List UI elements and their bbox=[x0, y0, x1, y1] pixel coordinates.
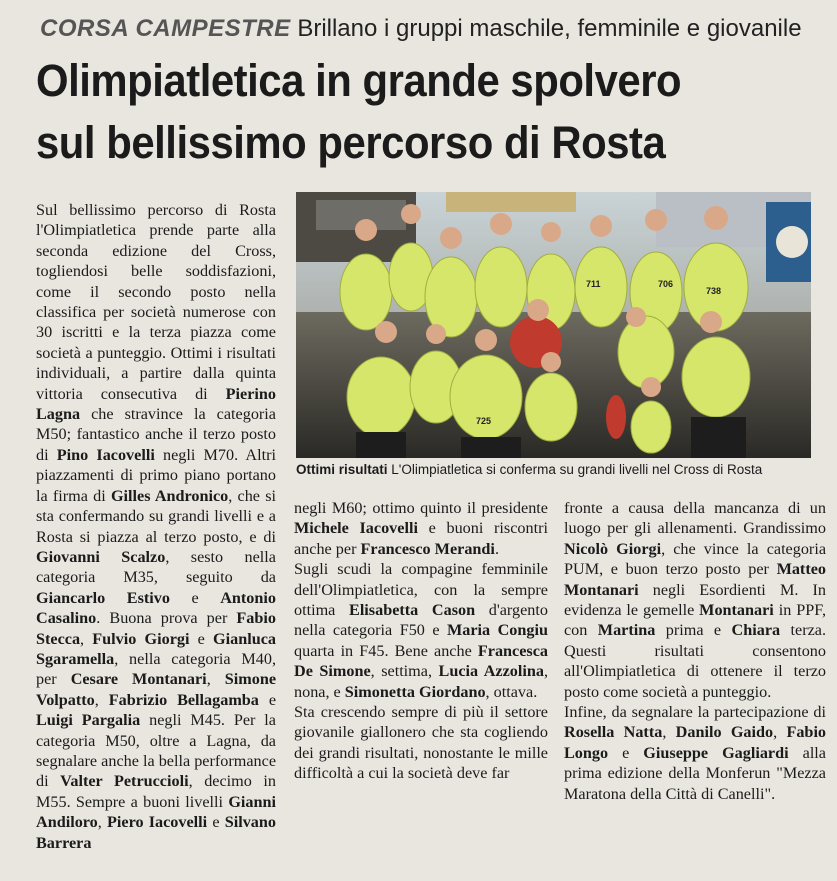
headline-line-2: sul bellissimo percorso di Rosta bbox=[36, 117, 666, 168]
article-paragraph: Sta crescendo sempre di più il settore giovanile giallonero che sta cogliendo dei grandi risultati, nonostante le mille difficoltà a cui la società deve far bbox=[294, 703, 548, 783]
headline-line-1: Olimpiatletica in grande spolvero bbox=[36, 55, 682, 106]
article-paragraph: Sul bellissimo percorso di Rosta l'Olimpiatletica prende parte alla seconda edizione del Cross, togliendosi belle soddisfazioni, come il secondo posto nella classifica per società numerose con 30 iscritti e la terza piazza come società a punteggio. Ottimi i risultati individuali, a partire dalla quinta vittoria consecutiva di Pierino Lagna che stravince la categoria M50; fantastico anche il terzo posto di Pino Iacovelli negli M70. Altri piazzamenti di primo piano portano la firma di Gilles Andronico, che si sta confermando su grandi livelli e a Rosta si piazza al terzo posto, e di Giovanni Scalzo, sesto nella categoria M35, seguito da Giancarlo Estivo e Antonio Casalino. Buona prova per Fabio Stecca, Fulvio Giorgi e Gianluca Sgaramella, nella categoria M40, per Cesare Montanari, Simone Volpatto, Fabrizio Bellagamba e Luigi Pargalia negli M45. Per la categoria M50, oltre a Lagna, da segnalare anche la bella performance di Valter Petruccioli, decimo in M55. Sempre a buoni livelli Gianni Andiloro, Piero Iacovelli e Silvano Barrera bbox=[36, 201, 277, 852]
athlete-name: Lucia Azzolina bbox=[438, 662, 544, 681]
athlete-name: Antonio Casalino bbox=[36, 588, 276, 628]
photo-caption bbox=[296, 460, 826, 480]
bib-number: 725 bbox=[476, 416, 492, 426]
athlete-name: Rosella Natta bbox=[564, 723, 663, 742]
athlete-name: Martina bbox=[597, 621, 656, 640]
athlete-name: Pino Iacovelli bbox=[56, 445, 155, 464]
athlete-name: Gilles Andronico bbox=[110, 486, 229, 505]
bib-number: 711 bbox=[586, 279, 601, 289]
athlete-name: Fabrizio Bellagamba bbox=[108, 690, 259, 709]
bib-number: 738 bbox=[706, 286, 722, 296]
team-photo bbox=[296, 192, 811, 458]
athlete-name: Fabio Longo bbox=[564, 723, 827, 762]
athlete-name: Silvano Barrera bbox=[36, 813, 276, 852]
athlete-name: Gianluca Sgaramella bbox=[36, 629, 277, 668]
athlete-name: Maria Congiu bbox=[447, 621, 548, 640]
article-column-1 bbox=[36, 200, 276, 853]
athlete-name: Elisabetta Cason bbox=[349, 601, 476, 620]
article-paragraph: Sugli scudi la compagine femminile dell'Olimpiatletica, con la sempre ottima Elisabetta Cason d'argento nella categoria F50 e Maria Congiu quarta in F45. Bene anche Francesca De Simone, settima, Lucia Azzolina, nona, e Simonetta Giordano, ottava. bbox=[294, 560, 548, 701]
bib-number: 706 bbox=[658, 279, 674, 289]
athlete-name: Fulvio Giorgi bbox=[92, 629, 190, 648]
subheadline: Brillano i gruppi maschile, femminile e giovanile bbox=[297, 15, 802, 42]
athlete-name: Cesare Montanari bbox=[70, 670, 207, 689]
athlete-name: Nicolò Giorgi bbox=[564, 539, 662, 558]
athlete-name: Danilo Gaido bbox=[675, 723, 774, 742]
team-photo-illustration bbox=[296, 192, 811, 458]
athlete-name: Simonetta Giordano bbox=[344, 682, 486, 701]
article-column-2 bbox=[294, 498, 548, 784]
athlete-name: Francesca De Simone bbox=[294, 641, 548, 681]
athlete-name: Pierino Lagna bbox=[36, 384, 276, 424]
athlete-name: Matteo Montanari bbox=[564, 560, 826, 599]
athlete-name: Giovanni Scalzo bbox=[36, 547, 166, 566]
section-tag: CORSA CAMPESTRE bbox=[40, 15, 291, 42]
athlete-name: Michele Iacovelli bbox=[294, 519, 418, 538]
article-paragraph: fronte a causa della mancanza di un luogo per gli allenamenti. Grandissimo Nicolò Giorgi, che vince la categoria PUM, e buon terzo posto per Matteo Montanari negli Esordienti M. In evidenza le gemelle Montanari in PPF, con Martina prima e Chiara terza. Questi risultati consentono all'Olimpiatletica di ottenere il terzo posto come società a punteggio. bbox=[564, 499, 827, 701]
headline bbox=[36, 50, 771, 174]
athlete-name: Giancarlo Estivo bbox=[36, 588, 170, 607]
athlete-name: Valter Petruccioli bbox=[60, 772, 189, 791]
athlete-name: Montanari bbox=[699, 601, 774, 620]
athlete-name: Francesco Merandi bbox=[360, 539, 495, 558]
athlete-name: Gianni Andiloro bbox=[36, 792, 276, 832]
kicker bbox=[40, 14, 820, 44]
athlete-name: Giuseppe Gagliardi bbox=[643, 743, 789, 762]
athlete-name: Simone Volpatto bbox=[36, 670, 277, 709]
athlete-name: Piero Iacovelli bbox=[107, 813, 208, 832]
athlete-name: Luigi Pargalia bbox=[36, 711, 141, 730]
article-paragraph: Infine, da segnalare la partecipazione di Rosella Natta, Danilo Gaido, Fabio Longo e Giuseppe Gagliardi alla prima edizione della Monferun "Mezza Maratona della Città di Canelli". bbox=[564, 703, 827, 803]
caption-lead: Ottimi risultati bbox=[296, 462, 388, 477]
caption-text: L'Olimpiatletica si conferma su grandi livelli nel Cross di Rosta bbox=[391, 462, 763, 477]
athlete-name: Fabio Stecca bbox=[36, 609, 276, 648]
article-column-3 bbox=[564, 498, 826, 804]
athlete-name: Chiara bbox=[731, 621, 781, 640]
article-paragraph: negli M60; ottimo quinto il presidente Michele Iacovelli e buoni riscontri anche per Francesco Merandi. bbox=[294, 499, 548, 558]
